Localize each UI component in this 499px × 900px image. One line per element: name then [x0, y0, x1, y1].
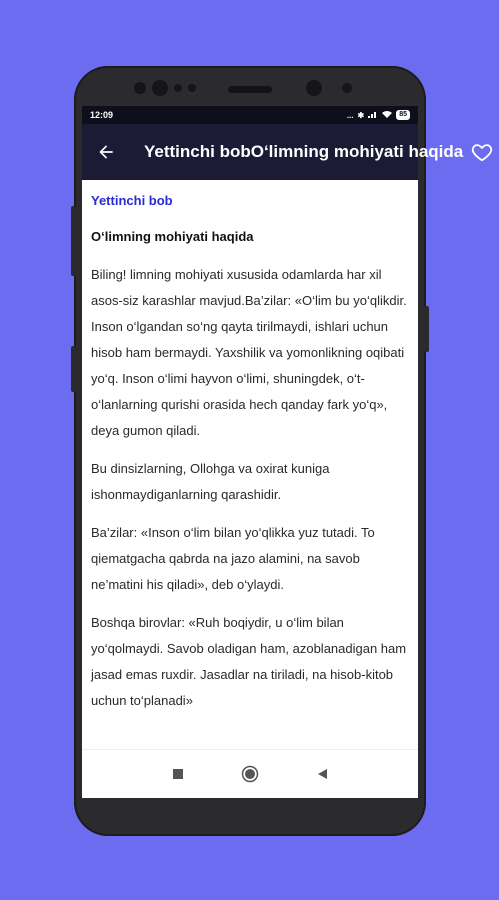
- article-heading: O‘limning mohiyati haqida: [91, 229, 254, 244]
- phone-frame: [74, 66, 464, 836]
- article-paragraph: Biling! limning mohiyati xususida odamlarda har xil asos-siz karashlar mavjud.Ba’zilar: «O‘lim bu yo‘qlikdir. Inson o‘lgandan so‘ng qayta tirilmaydi, ishlari uchun hisob ham bermaydi. Yaxshilik va yomonlikning oqibati yo‘q. Inson o‘limi hayvon o‘limi, shuningdek, o‘t-o‘lanlarning qurishi orasida hech qanday fark yo‘q», deya gumon qiladi.: [91, 267, 407, 438]
- earpiece-speaker: [228, 86, 272, 93]
- battery-icon: 85: [396, 110, 410, 120]
- page-title: Yettinchi bobO‘limning mohiyati haqida: [144, 142, 464, 161]
- proximity-sensor-icon: [174, 84, 182, 92]
- back-triangle-icon[interactable]: [312, 764, 332, 784]
- front-sensor-icon: [134, 82, 146, 94]
- home-circle-icon[interactable]: [240, 764, 260, 784]
- article-paragraph: Boshqa birovlar: «Ruh boqiydir, u o‘lim bilan yo‘qolmaydi. Savob oladigan ham, azoblanadigan ham jasad emas ruxdir. Jasadlar na tiriladi, na hisob-kitob uchun to‘planadi»: [91, 615, 407, 708]
- article-paragraph: Bu dinsizlarning, Ollohga va oxirat kuniga ishonmaydiganlarning qarashidir.: [91, 461, 330, 502]
- front-camera-icon: [152, 80, 168, 96]
- status-bar: [82, 106, 418, 124]
- notification-dots: ...: [346, 110, 354, 120]
- wifi-icon: [382, 110, 392, 120]
- volume-down-button: [71, 346, 76, 392]
- article-paragraph: Ba’zilar: «Inson o‘lim bilan yo‘qlikka yuz tutadi. To qiematgacha qabrda na jazo alamini, na savob ne’matini his qiladi», deb o‘ylaydi.: [91, 525, 375, 592]
- signal-icon: [368, 110, 378, 120]
- chapter-label: Yettinchi bob: [91, 193, 173, 208]
- back-arrow-icon[interactable]: [96, 140, 116, 164]
- app-bar: [82, 124, 464, 180]
- system-nav-bar: [82, 749, 418, 798]
- article-content[interactable]: [82, 180, 418, 750]
- status-time: 12:09: [90, 110, 114, 120]
- volume-up-button: [71, 206, 76, 276]
- phone-screen: [82, 106, 464, 798]
- secondary-sensor-icon: [342, 83, 352, 93]
- status-icons: [347, 110, 410, 120]
- light-sensor-icon: [188, 84, 196, 92]
- secondary-camera-icon: [306, 80, 322, 96]
- favorite-heart-icon[interactable]: [471, 139, 493, 165]
- recents-square-icon[interactable]: [168, 764, 188, 784]
- bluetooth-icon: ✱: [357, 110, 365, 120]
- power-button: [424, 306, 429, 352]
